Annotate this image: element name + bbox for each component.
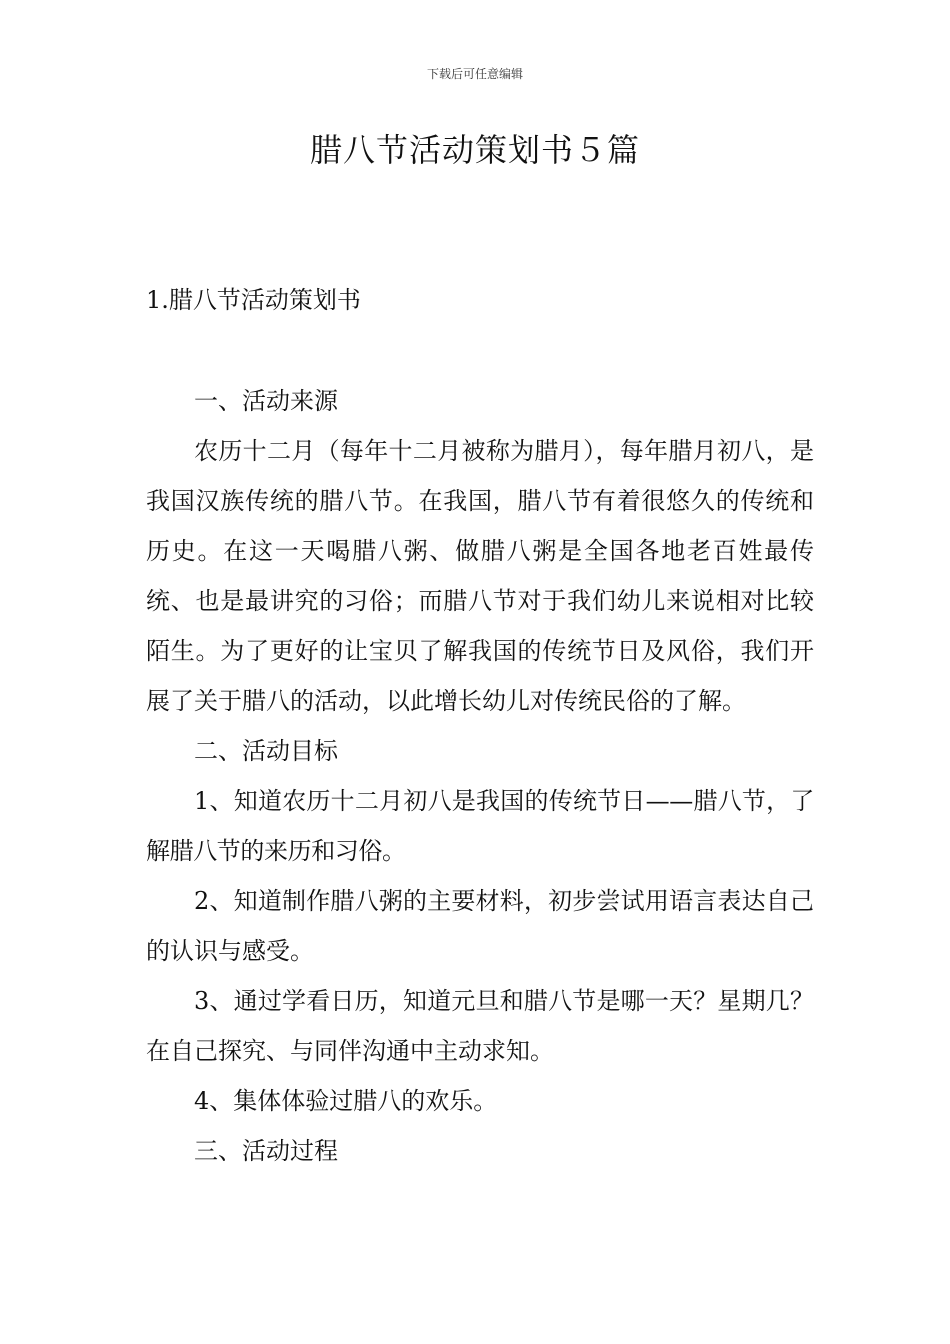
goal-item-2: 2、知道制作腊八粥的主要材料，初步尝试用语言表达自己的认识与感受。 xyxy=(146,887,814,965)
document-title: 腊八节活动策划书５篇 xyxy=(309,131,640,169)
page-header-note: 下载后可任意编辑 xyxy=(426,67,523,81)
paragraph-activity-origin: 农历十二月（每年十二月被称为腊月），每年腊月初八，是我国汉族传统的腊八节。在我国，腊八节有着很悠久的传统和历史。在这一天喝腊八粥、做腊八粥是全国各地老百姓最传统、也是最讲究的习俗；而腊八节对于我们幼儿来说相对比较陌生。为了更好的让宝贝了解我国的传统节日及风俗，我们开展了关于腊八的活动，以此增长幼儿对传统民俗的了解。 xyxy=(146,437,814,715)
document-body xyxy=(146,376,814,1176)
heading-activity-goals: 二、活动目标 xyxy=(194,737,338,765)
heading-activity-process: 三、活动过程 xyxy=(194,1137,338,1165)
goal-item-4: 4、集体体验过腊八的欢乐。 xyxy=(194,1087,498,1115)
section-title: 1.腊八节活动策划书 xyxy=(146,286,361,314)
goal-item-3: 3、通过学看日历，知道元旦和腊八节是哪一天？星期几？在自己探究、与同伴沟通中主动求知。 xyxy=(146,987,814,1065)
heading-activity-origin: 一、活动来源 xyxy=(194,387,338,415)
goal-item-1: 1、知道农历十二月初八是我国的传统节日——腊八节，了解腊八节的来历和习俗。 xyxy=(146,787,814,865)
